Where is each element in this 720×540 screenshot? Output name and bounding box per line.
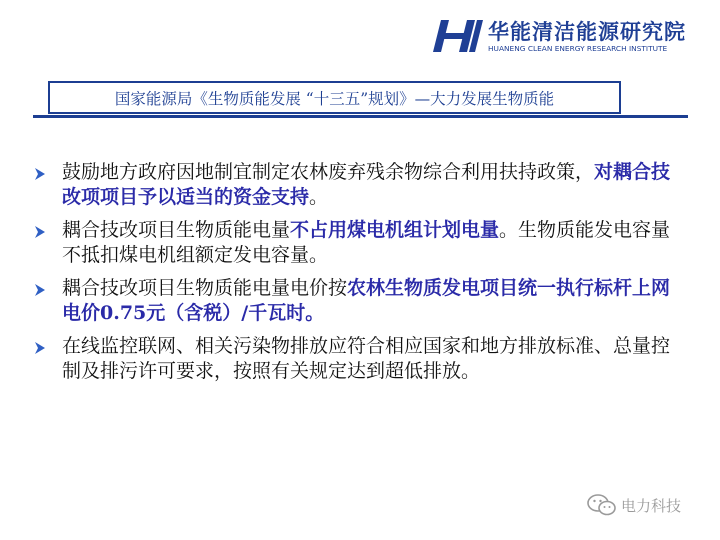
slide-title: 国家能源局《生物质能发展 “十三五”规划》—大力发展生物质能 bbox=[48, 81, 621, 114]
wechat-icon bbox=[587, 493, 617, 517]
arrow-bullet-icon bbox=[34, 167, 46, 181]
bullet-text bbox=[62, 160, 672, 210]
bullet-text bbox=[62, 334, 672, 384]
watermark-text: 电力科技 bbox=[621, 496, 682, 515]
bullet-item bbox=[34, 276, 694, 326]
bullet-text-segment: 耦合技改项目生物质能电量电价按 bbox=[62, 277, 348, 299]
arrow-bullet-icon bbox=[34, 283, 46, 297]
bullet-highlight-segment: 不占用煤电机组计划电量 bbox=[290, 219, 500, 241]
bullet-item bbox=[34, 218, 694, 268]
bullet-text-segment: 。 bbox=[309, 186, 329, 208]
bullet-text bbox=[62, 218, 672, 268]
title-underline bbox=[33, 115, 688, 118]
bullet-highlight-segment: 对耦合技改项项目予以适当的资金支持 bbox=[62, 161, 671, 208]
bullet-text bbox=[62, 276, 672, 326]
bullet-list bbox=[34, 160, 694, 392]
arrow-bullet-icon bbox=[34, 341, 46, 355]
huaneng-logo-icon bbox=[433, 18, 483, 54]
bullet-item bbox=[34, 334, 694, 384]
org-name-cn: 华能清洁能源研究院 bbox=[488, 20, 686, 44]
bullet-text-segment: 。生物质能发电容量不抵扣煤电机组额定发电容量。 bbox=[62, 219, 671, 266]
org-name-en: HUANENG CLEAN ENERGY RESEARCH INSTITUTE bbox=[488, 44, 668, 53]
bullet-item bbox=[34, 160, 694, 210]
bullet-text-segment: 耦合技改项目生物质能电量 bbox=[62, 219, 291, 241]
bullet-text-segment: 鼓励地方政府因地制宜制定农林废弃残余物综合利用扶持政策， bbox=[62, 161, 595, 183]
wechat-watermark bbox=[587, 493, 707, 517]
bullet-text-segment: 在线监控联网、相关污染物排放应符合相应国家和地方排放标准、总量控制及排污许可要求，按照有关规定达到超低排放。 bbox=[62, 335, 671, 382]
arrow-bullet-icon bbox=[34, 225, 46, 239]
bullet-highlight-segment: 农林生物质发电项目统一执行标杆上网电价0.75元（含税）/千瓦时。 bbox=[62, 277, 671, 324]
